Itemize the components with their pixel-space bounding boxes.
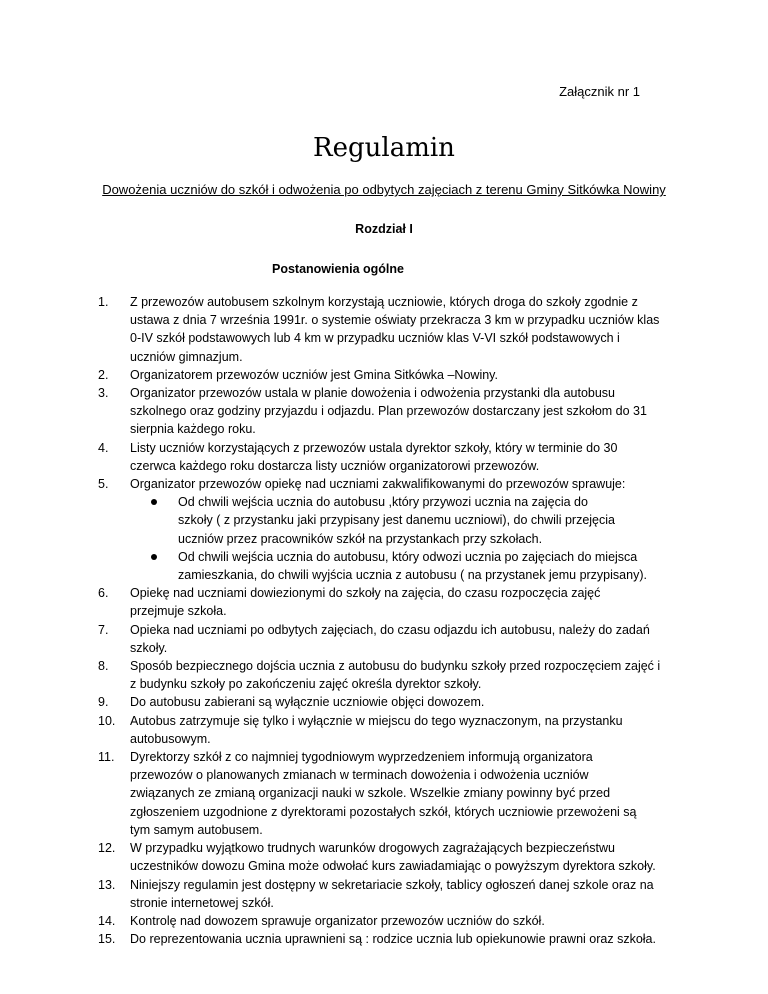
page-title: Regulamin — [313, 133, 455, 163]
list-item — [0, 912, 768, 930]
list-item — [0, 930, 768, 948]
list-item-number: 13. — [98, 877, 116, 892]
list-item-number: 6. — [98, 586, 109, 601]
list-item — [0, 839, 768, 875]
list-item-line: uczestników dowozu Gmina może odwołać kurs zawiadamiając o powyższym dyrektora szkoły. — [130, 859, 656, 874]
list-item-line: W przypadku wyjątkowo trudnych warunków drogowych zagrażających bezpieczeństwu — [130, 841, 615, 856]
list-item-line: Organizator przewozów opiekę nad uczniami zakwalifikowanymi do przewozów sprawuje: — [130, 477, 626, 492]
bullet-item — [130, 493, 678, 548]
list-item — [0, 366, 768, 384]
list-item-line: Z przewozów autobusem szkolnym korzystają uczniowie, których droga do szkoły zgodnie z — [130, 295, 638, 309]
list-item-line: uczniów gimnazjum. — [130, 349, 243, 364]
list-item-line: Organizatorem przewozów uczniów jest Gmina Sitkówka –Nowiny. — [130, 367, 498, 382]
list-item — [0, 439, 768, 475]
list-item-number: 2. — [98, 367, 109, 382]
list-item-line: ustawa z dnia 7 września 1991r. o systemie oświaty przekracza 3 km w przypadku uczniów klas — [130, 313, 660, 328]
bullet-line: zamieszkania, do chwili wyjścia ucznia z autobusu ( na przystanek jemu przypisany). — [178, 568, 647, 583]
list-item — [0, 621, 768, 657]
list-item-line: Opiekę nad uczniami dowiezionymi do szkoły na zajęcia, do czasu rozpoczęcia zajęć — [130, 586, 601, 601]
list-item — [0, 712, 768, 748]
list-item-number: 8. — [98, 659, 109, 674]
list-item-number: 10. — [98, 713, 116, 728]
list-item-line: sierpnia każdego roku. — [130, 422, 256, 437]
list-item-line: 0-IV szkół podstawowych lub 4 km w przypadku uczniów klas V-VI szkół podstawowych i — [130, 331, 620, 346]
list-item-number: 14. — [98, 913, 116, 928]
list-item-line: tym samym autobusem. — [130, 822, 263, 837]
rules-list — [0, 293, 768, 948]
list-item-number: 3. — [98, 386, 109, 401]
bullet-line: Od chwili wejścia ucznia do autobusu ,który przywozi ucznia na zajęcia do — [178, 495, 588, 510]
list-item-line: Autobus zatrzymuje się tylko i wyłącznie w miejscu do tego wyznaczonym, na przystanku — [130, 713, 623, 728]
list-item-line: związanych ze zmianą organizacji nauki w szkole. Wszelkie zmiany powinny być przed — [130, 786, 611, 801]
bullet-line: szkoły ( z przystanku jaki przypisany jest danemu uczniowi), do chwili przejęcia — [178, 513, 615, 528]
list-item-line: zgłoszeniem uzgodnione z dyrektorami pozostałych szkół, których uczniowie przewożeni są — [130, 804, 637, 819]
list-item-line: Do reprezentowania ucznia uprawnieni są : rodzice ucznia lub opiekunowie prawni oraz szkoła. — [130, 932, 656, 947]
list-item-number: 15. — [98, 932, 116, 947]
list-item-line: Opieka nad uczniami po odbytych zajęciach, do czasu odjazdu ich autobusu, należy do zadań — [130, 622, 650, 637]
attachment-label: Załącznik nr 1 — [559, 84, 640, 99]
bullet-icon — [151, 554, 157, 560]
list-item-line: autobusowym. — [130, 731, 211, 746]
chapter-heading: Rozdział I — [355, 222, 413, 236]
list-item — [0, 384, 768, 439]
list-item-number: 5. — [98, 477, 109, 492]
list-item-line: Sposób bezpiecznego dojścia ucznia z autobusu do budynku szkoły przed rozpoczęciem zajęć i — [130, 659, 661, 674]
list-item-number: 9. — [98, 695, 109, 710]
list-item-number: 7. — [98, 622, 109, 637]
list-item — [0, 876, 768, 912]
list-item-line: Kontrolę nad dowozem sprawuje organizator przewozów uczniów do szkół. — [130, 913, 545, 928]
bullet-line: uczniów przez pracowników szkół na przystankach przy szkołach. — [178, 531, 543, 546]
list-item-line: przejmuje szkoła. — [130, 604, 227, 619]
list-item-line: z budynku szkoły po zakończeniu zajęć określa dyrektor szkoły. — [130, 677, 482, 692]
section-heading: Postanowienia ogólne — [272, 262, 404, 276]
list-item-line: Dyrektorzy szkół z co najmniej tygodniowym wyprzedzeniem informują organizatora — [130, 750, 593, 765]
list-item — [0, 657, 768, 693]
list-item-number: 12. — [98, 841, 116, 856]
list-item-line: czerwca każdego roku dostarcza listy uczniów organizatorowi przewozów. — [130, 458, 540, 473]
subtitle: Dowożenia uczniów do szkół i odwożenia po odbytych zajęciach z terenu Gminy Sitkówka Nowiny — [102, 182, 666, 197]
list-item-number: 4. — [98, 440, 109, 455]
list-item-number: 11. — [98, 750, 115, 765]
list-item-line: szkolnego oraz godziny przyjazdu i odjazdu. Plan przewozów dostarczany jest szkołom do 31 — [130, 404, 647, 419]
list-item-number: 1. — [98, 295, 109, 309]
list-item-line: przewozów o planowanych zmianach w terminach dowożenia i odwożenia uczniów — [130, 768, 589, 783]
list-item — [0, 693, 768, 711]
list-item-line: stronie internetowej szkół. — [130, 895, 274, 910]
list-item-line: Niniejszy regulamin jest dostępny w sekretariacie szkoły, tablicy ogłoszeń danej szkole oraz na — [130, 877, 654, 892]
list-item — [0, 748, 768, 839]
list-item-line: Organizator przewozów ustala w planie dowożenia i odwożenia przystanki dla autobusu — [130, 386, 615, 401]
bullet-icon — [151, 499, 157, 505]
list-item-line: Do autobusu zabierani są wyłącznie uczniowie objęci dowozem. — [130, 695, 485, 710]
list-item-line: szkoły. — [130, 640, 168, 655]
list-item — [0, 475, 768, 584]
bullet-line: Od chwili wejścia ucznia do autobusu, który odwozi ucznia po zajęciach do miejsca — [178, 549, 638, 564]
list-item — [0, 584, 768, 620]
bullet-item — [130, 548, 678, 584]
list-item-line: Listy uczniów korzystających z przewozów ustala dyrektor szkoły, który w terminie do 30 — [130, 440, 618, 455]
list-item — [0, 293, 768, 366]
bullet-list — [130, 493, 678, 584]
